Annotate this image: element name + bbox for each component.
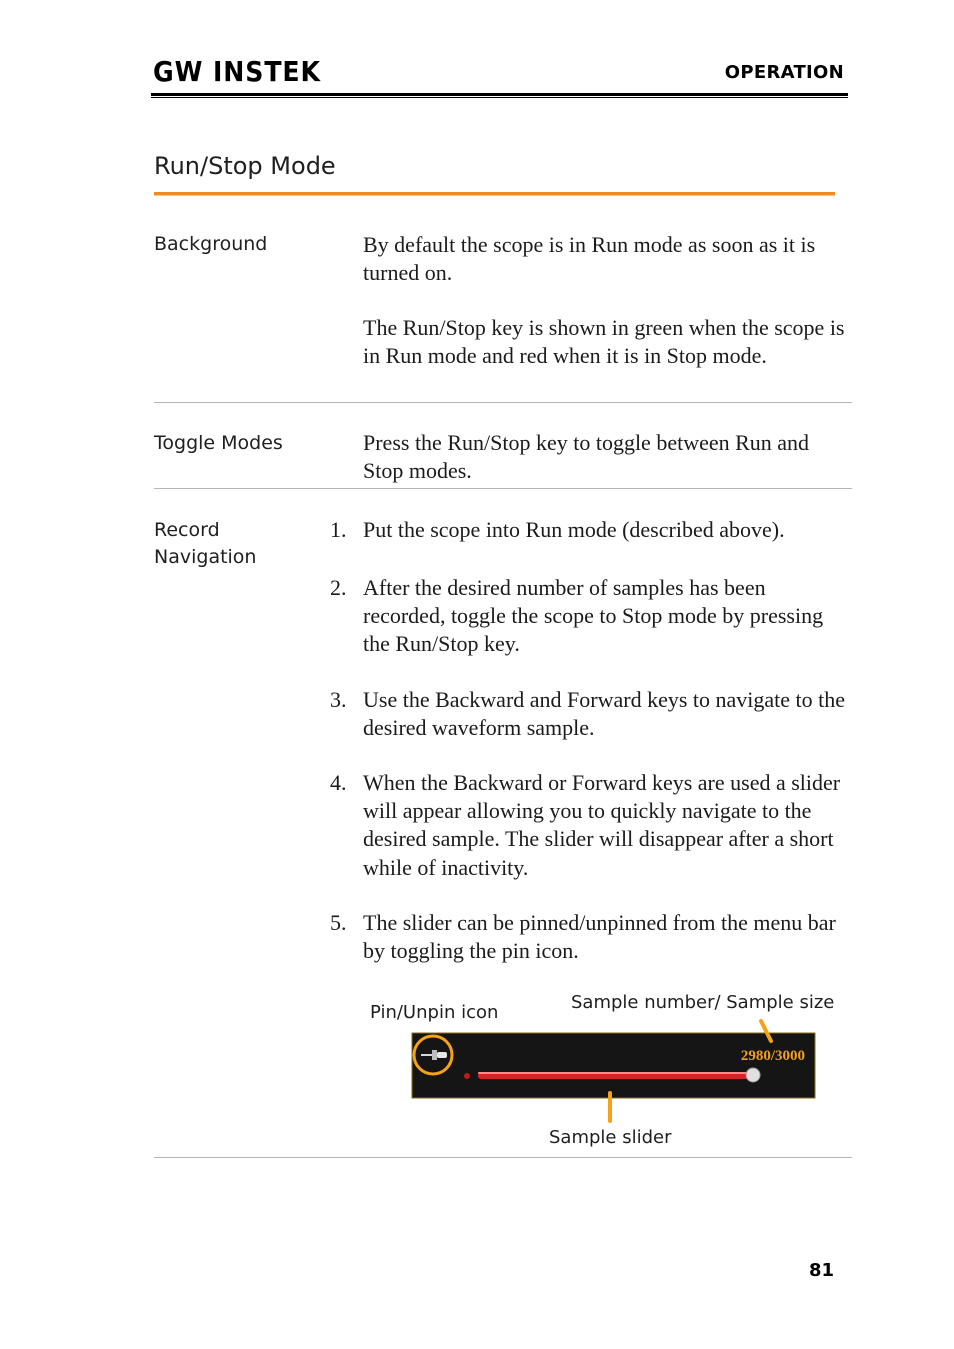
gw-instek-logo xyxy=(153,56,323,84)
row-divider xyxy=(154,402,852,403)
slider-bar xyxy=(412,1033,815,1098)
slider-start-dot xyxy=(464,1073,470,1079)
slider-handle[interactable] xyxy=(746,1068,760,1082)
step-number: 3. xyxy=(330,687,347,712)
pin-callout-label: Pin/Unpin icon xyxy=(370,1002,499,1023)
row-label-toggle: Toggle Modes xyxy=(154,432,283,454)
step-number: 1. xyxy=(330,517,347,542)
slider-callout-label: Sample slider xyxy=(549,1127,672,1148)
step-number: 2. xyxy=(330,575,347,600)
step-number: 4. xyxy=(330,770,347,795)
header-rule xyxy=(151,93,848,96)
sample-counter: 2980/3000 xyxy=(740,1048,805,1064)
step-text: Put the scope into Run mode (described above). xyxy=(363,517,785,542)
toggle-paragraph: Press the Run/Stop key to toggle between Run and Stop modes. xyxy=(363,430,810,484)
step-text: After the desired number of samples has been recorded, toggle the scope to Stop mode by pressing the Run/Stop key. xyxy=(363,575,824,657)
background-paragraph-2: The Run/Stop key is shown in green when the scope is in Run mode and red when it is in Stop mode. xyxy=(363,315,845,369)
slider-figure xyxy=(405,1015,825,1130)
row-label-navigation: Navigation xyxy=(154,546,257,568)
step-text: Use the Backward and Forward keys to navigate to the desired waveform sample. xyxy=(363,687,846,741)
row-label-record: Record xyxy=(154,519,220,541)
header-section-label: OPERATION xyxy=(724,62,844,83)
step-number: 5. xyxy=(330,910,347,935)
step-text: The slider can be pinned/unpinned from the menu bar by toggling the pin icon. xyxy=(363,910,836,964)
sample-number-callout-label: Sample number/ Sample size xyxy=(571,992,835,1013)
page-number: 81 xyxy=(808,1260,834,1281)
header-rule-thin xyxy=(151,97,848,98)
background-paragraph-1: By default the scope is in Run mode as soon as it is turned on. xyxy=(363,232,816,286)
section-title: Run/Stop Mode xyxy=(154,152,336,180)
row-label-background: Background xyxy=(154,233,268,255)
slider-track-highlight xyxy=(478,1072,753,1074)
logo-text: GW INSTEK xyxy=(153,56,322,84)
row-divider xyxy=(154,488,852,489)
step-text: When the Backward or Forward keys are used a slider will appear allowing you to quickly navigate to the desired sample. The slider will disappear after a short while of inactivity. xyxy=(363,770,841,880)
row-divider xyxy=(154,1157,852,1158)
title-rule-light xyxy=(154,195,835,196)
